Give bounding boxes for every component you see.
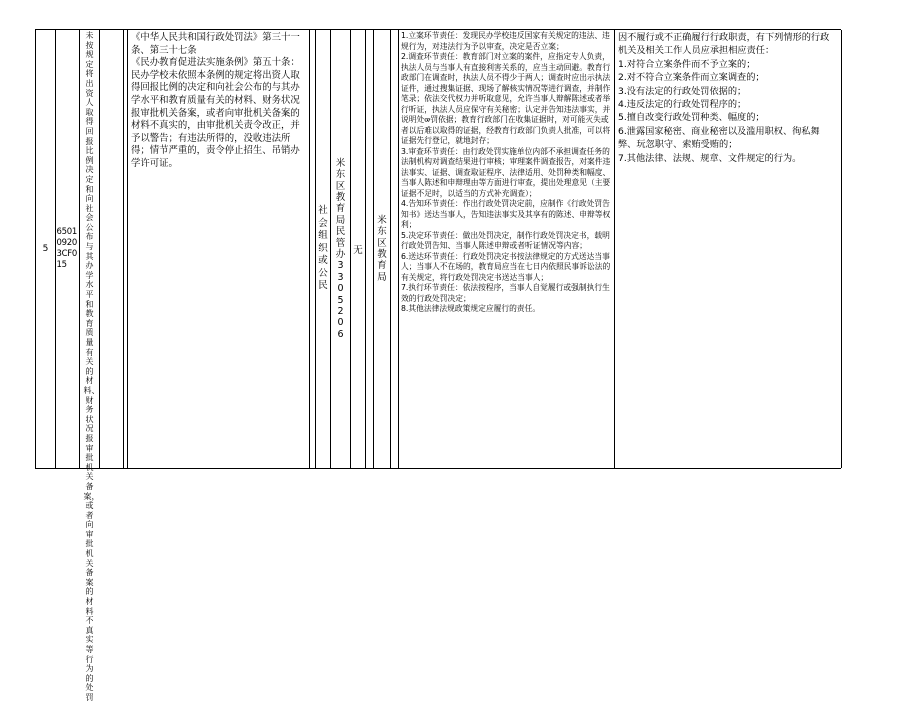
row-number: 5 — [42, 243, 49, 254]
subject-type-cell — [316, 30, 331, 468]
responsibilities-cell — [399, 30, 615, 468]
accountability: 因不履行或不正确履行行政职责，有下列情形的行政机关及相关工作人员应承担相应责任： 1.对符合立案条件而不予立案的； 2.对不符合立案条件而立案调查的； 3.没有法定的行政处罚依据的； 4.违反法定的行政处罚程序的； 5.擅自改变行政处罚种类、幅度的； 6.泄露国家秘密、商业秘密以及滥用职权、徇私舞弊、玩忽职守、索贿受贿的； 7.其他法律、法规、规章、文件规定的行为。 — [618, 32, 830, 164]
responsibilities: 1.立案环节责任：发现民办学校违反国家有关规定的违法、违规行为，对违法行为予以审查，决定是否立案； 2.调查环节责任：教育部门对立案的案件，应指定专人负责，执法人员与当事人有直接利害关系的，应当主动回避。教育行政部门在调查时，执法人员不得少于两人；调查时应出示执法证件，通过搜集证据、现场了解核实情况等进行调查，并制作笔录；依法交代权力并听取意见，允许当事人辩解陈述或者举行听证，执法人员应保守有关秘密；认定并告知违法事实，并说明处ᢍ罚依据；教育行政部门在收集证据时，对可能灭失或者以后难以取得的证据，经教育行政部门负责人批准，可以将证据先行登记，就地封存； 3.审查环节责任：由行政处罚实施单位内部不承担调查任务的法制机构对调查结果进行审核；审理案件调查报告，对案件违法事实、证据、调查取证程序、法律适用、处罚种类和幅度、当事人陈述和申辩理由等方面进行审查，提出处理意见（主要证据不足时，以适当的方式补充调查）； 4.告知环节责任：作出行政处罚决定前，应制作《行政处罚告知书》送达当事人，告知违法事实及其享有的陈述、申辩等权利； 5.决定环节责任：做出处罚决定，制作行政处罚决定书，载明行政处罚告知、当事人陈述申辩或者听证情况等内容； 6.送达环节责任：行政处罚决定书按法律规定的方式送达当事人；当事人不在场的，教育局应当在七日内依照民事诉讼法的有关规定，将行政处罚决定书送达当事人； 7.执行环节责任：依法按程序，当事人自觉履行或强制执行生效的行政处罚决定； 8.其他法律法规政策规定应履行的责任。 — [401, 31, 611, 313]
item-code: 650109203CF015 — [56, 227, 77, 270]
executor-cell — [374, 30, 391, 468]
item-code-cell — [56, 30, 80, 468]
item-name-cell — [80, 30, 100, 702]
subject-type: 社会组织或公民 — [318, 204, 328, 292]
narrow-cell — [366, 30, 374, 468]
department: 米东区教育局民管办3305206 — [335, 157, 346, 340]
legal-basis: 《中华人民共和国行政处罚法》第三十一条、第三十七条 《民办教育促进法实施条例》第五十条： 民办学校未依照本条例的规定将出资人取得回报比例的决定和向社会公布的与其办学水平和教育质量有关的材料、财务状况报审批机关备案，或者向审批机关备案的材料不真实的，由审批机关责令改正，并予以警告；有违法所得的，没收违法所得；情节严重的，责令停止招生、吊销办学许可证。 — [131, 32, 300, 169]
none-value: 无 — [353, 245, 363, 256]
narrow-cell — [391, 30, 399, 468]
department-cell — [331, 30, 351, 468]
none-cell — [351, 30, 366, 468]
item-name: 未按规定将出资人取得回报比例决定和向社会公布与其办学水平和教育质量有关的材料、财务状况报审批机关备案，或者向审批机关备案的材料不真实等行为的处罚 — [83, 31, 100, 702]
table-row — [35, 29, 841, 702]
executor: 米东区教育局 — [377, 214, 387, 283]
legal-basis-cell — [128, 30, 310, 468]
row-number-cell — [36, 30, 56, 468]
sub-item-cell — [100, 30, 124, 468]
accountability-cell — [615, 30, 842, 468]
